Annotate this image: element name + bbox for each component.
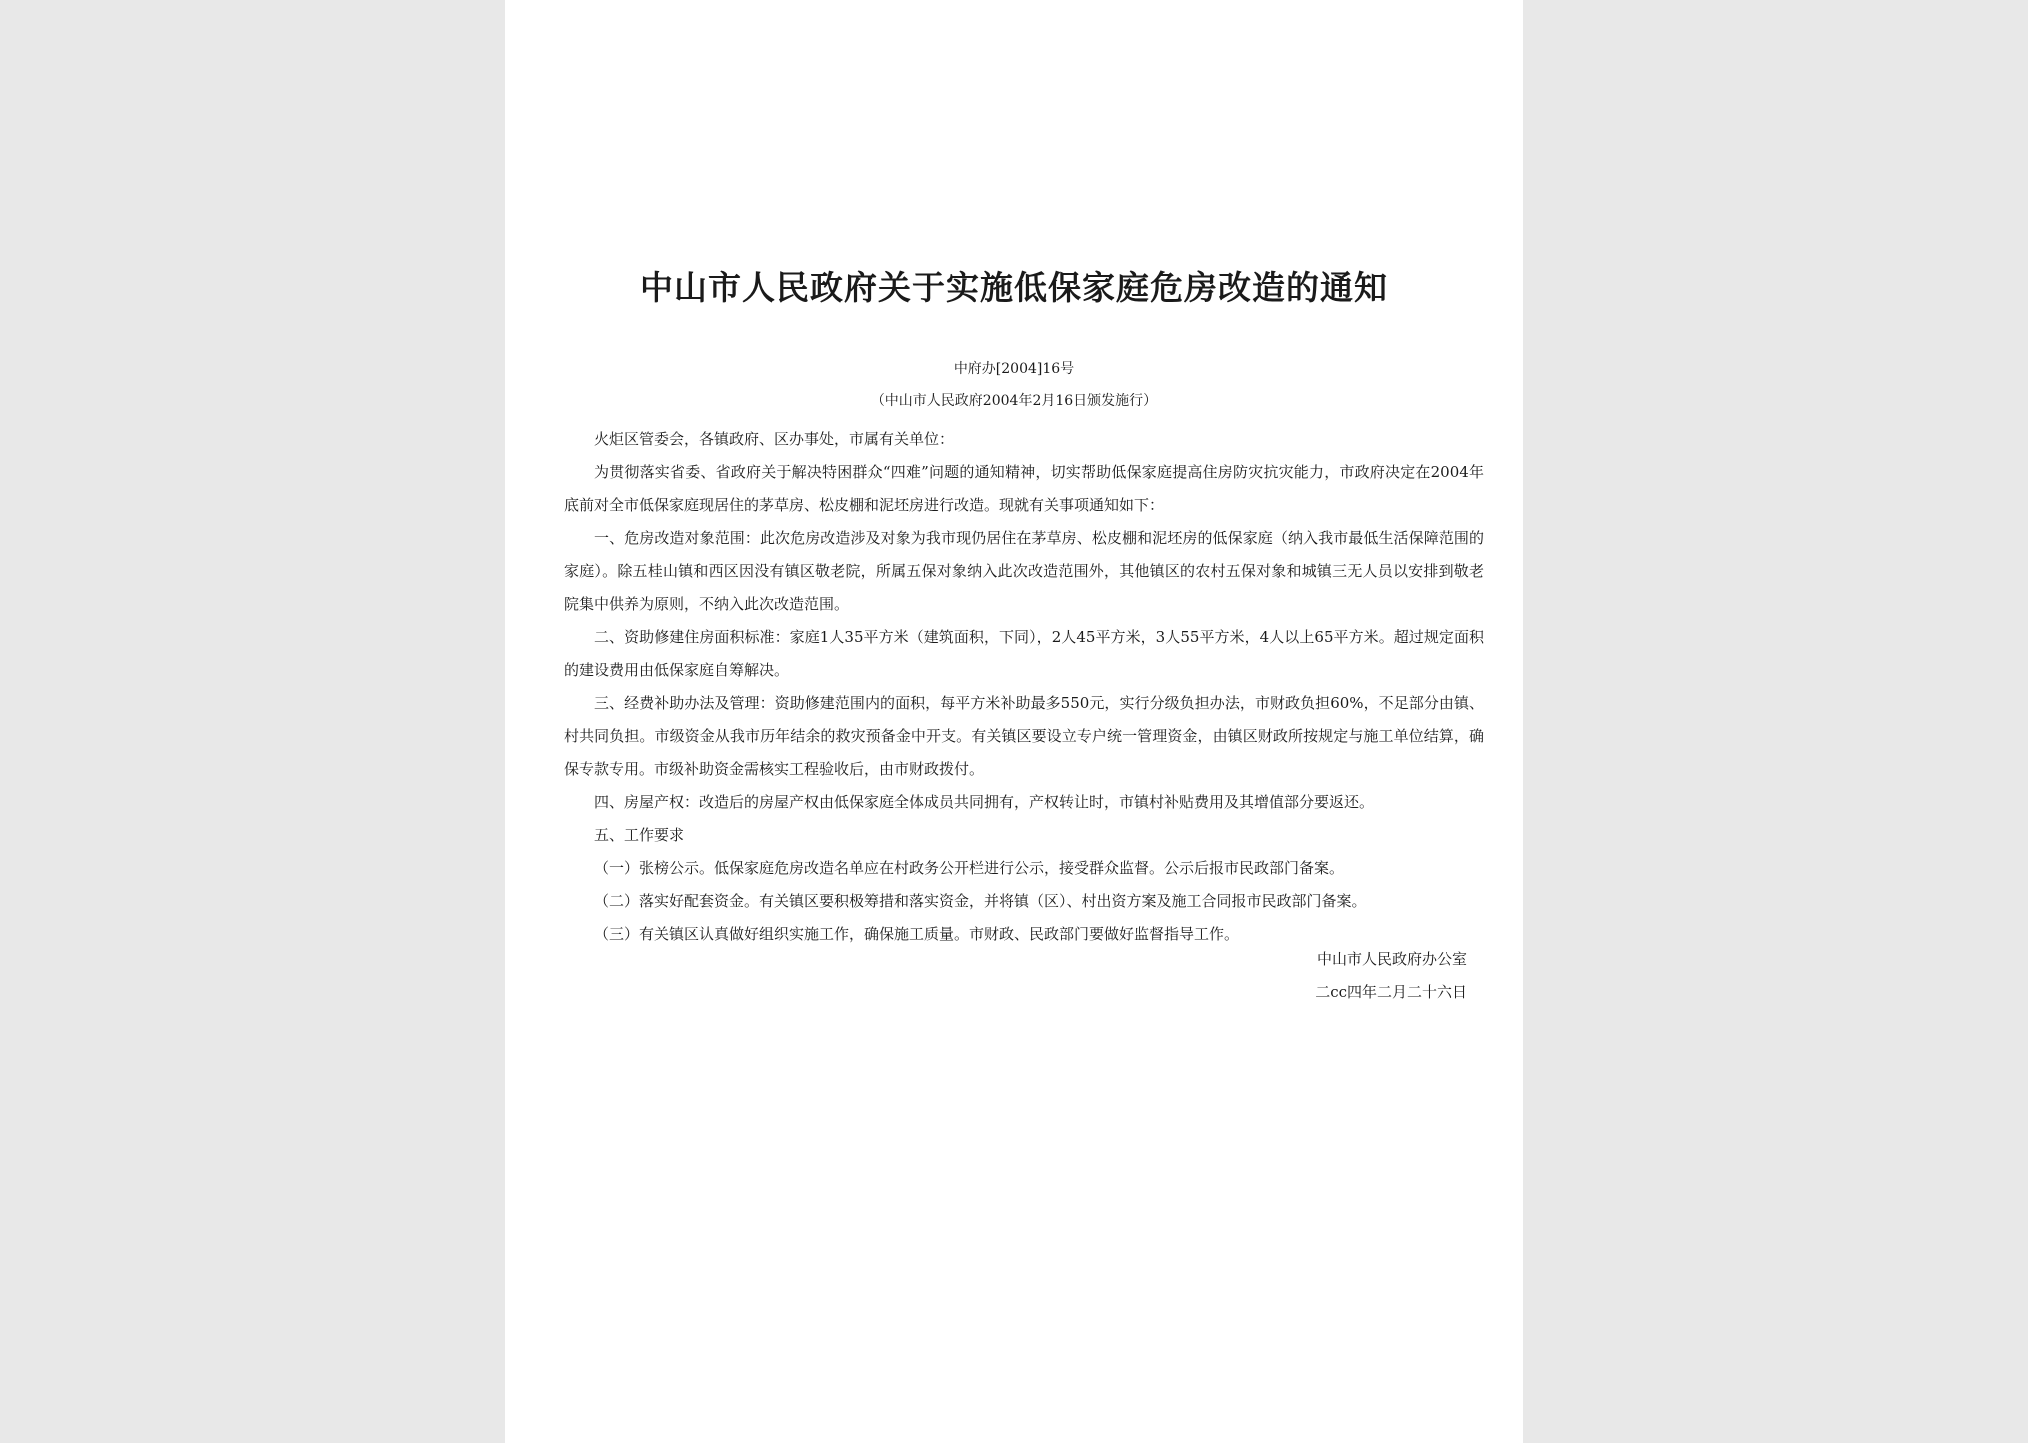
document-title: 中山市人民政府关于实施低保家庭危房改造的通知 <box>640 268 1388 307</box>
paragraph-intro: 为贯彻落实省委、省政府关于解决特困群众“四难”问题的通知精神，切实帮助低保家庭提高住房防灾抗灾能力，市政府决定在2004年底前对全市低保家庭现居住的茅草房、松皮棚和泥坯房进行改造。现就有关事项通知如下： <box>564 463 1484 514</box>
signature-office: 中山市人民政府办公室 <box>1316 950 1467 968</box>
document-body <box>564 423 1484 951</box>
signature-block <box>1315 943 1467 1009</box>
document-page <box>505 0 1523 1443</box>
paragraph-requirement-3: （三）有关镇区认真做好组织实施工作，确保施工质量。市财政、民政部门要做好监督指导工作。 <box>594 925 1240 943</box>
paragraph-requirement-1: （一）张榜公示。低保家庭危房改造名单应在村政务公开栏进行公示，接受群众监督。公示后报市民政部门备案。 <box>594 859 1345 877</box>
signature-date: 二cc四年二月二十六日 <box>1315 983 1467 1001</box>
paragraph-funding: 三、经费补助办法及管理：资助修建范围内的面积，每平方米补助最多550元，实行分级负担办法，市财政负担60%，不足部分由镇、村共同负担。市级资金从我市历年结余的救灾预备金中开支。有关镇区要设立专户统一管理资金，由镇区财政所按规定与施工单位结算，确保专款专用。市级补助资金需核实工程验收后，由市财政拨付。 <box>564 694 1484 778</box>
document-number: 中府办[2004]16号 <box>953 361 1075 377</box>
addressee: 火炬区管委会，各镇政府、区办事处，市属有关单位： <box>594 430 955 448</box>
paragraph-requirements-heading: 五、工作要求 <box>594 826 685 844</box>
paragraph-scope: 一、危房改造对象范围：此次危房改造涉及对象为我市现仍居住在茅草房、松皮棚和泥坯房的低保家庭（纳入我市最低生活保障范围的家庭）。除五桂山镇和西区因没有镇区敬老院，所属五保对象纳入此次改造范围外，其他镇区的农村五保对象和城镇三无人员以安排到敬老院集中供养为原则，不纳入此次改造范围。 <box>564 529 1484 613</box>
issue-note: （中山市人民政府2004年2月16日颁发施行） <box>870 393 1158 409</box>
paragraph-area-standard: 二、资助修建住房面积标准：家庭1人35平方米（建筑面积，下同），2人45平方米，3人55平方米，4人以上65平方米。超过规定面积的建设费用由低保家庭自筹解决。 <box>564 628 1484 679</box>
paragraph-requirement-2: （二）落实好配套资金。有关镇区要积极筹措和落实资金，并将镇（区）、村出资方案及施工合同报市民政部门备案。 <box>594 892 1367 910</box>
paragraph-property-rights: 四、房屋产权：改造后的房屋产权由低保家庭全体成员共同拥有，产权转让时，市镇村补贴费用及其增值部分要返还。 <box>594 793 1375 811</box>
